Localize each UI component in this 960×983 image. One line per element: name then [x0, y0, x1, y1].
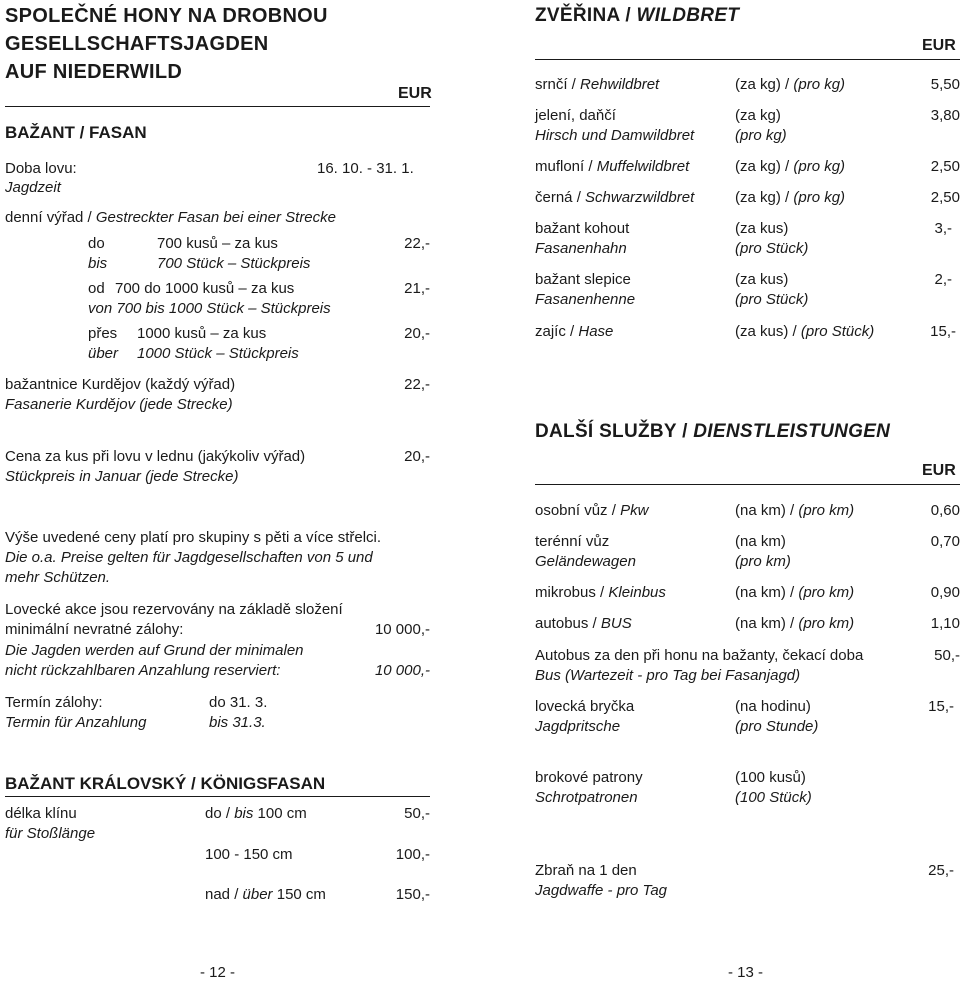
item-unit-de: (pro Stück)	[735, 240, 809, 257]
tier-3-label: 1000 kusů – za kus	[137, 325, 267, 342]
item-price: 3,80	[930, 107, 960, 124]
tier-2-label: 700 do 1000 kusů – za kus	[115, 280, 295, 297]
deadline-date-de: bis 31.3.	[209, 714, 266, 731]
item-price: 5,50	[930, 76, 960, 93]
section-heading-fasan: BAŽANT / FASAN	[5, 123, 147, 142]
konigsfasan-row-1: do / bis 100 cm	[205, 805, 307, 822]
tier-1-price: 22,-	[404, 235, 430, 252]
deposit-amount: 10 000,-	[374, 621, 430, 638]
item-unit-de: (100 Stück)	[735, 789, 812, 806]
deposit-line-1-de: Die Jagden werden auf Grund der minimalen	[5, 642, 304, 659]
tier-1-prefix-de: bis	[88, 255, 108, 272]
konigsfasan-row-3-price: 150,-	[395, 886, 430, 903]
january-price: 20,-	[404, 448, 430, 465]
item-name: srnčí / Rehwildbret	[535, 76, 660, 93]
group-note-de-1: Die o.a. Preise gelten für Jagdgesellschaften von 5 und	[5, 549, 373, 566]
kurdejov-label-de: Fasanerie Kurdějov (jede Strecke)	[5, 396, 233, 413]
item-unit: (za kg) / (pro kg)	[735, 158, 846, 175]
deposit-line-2: minimální nevratné zálohy:	[5, 621, 184, 638]
item-price: 2,50	[930, 189, 960, 206]
weapon-label-de: Jagdwaffe - pro Tag	[535, 882, 668, 899]
season-label-de: Jagdzeit	[5, 179, 61, 196]
item-name: černá / Schwarzwildbret	[535, 189, 695, 206]
item-name: bažant kohout	[535, 220, 630, 237]
item-name: jelení, daňčí	[535, 107, 616, 124]
item-unit: (100 kusů)	[735, 769, 806, 786]
item-name-de: Jagdpritsche	[535, 718, 621, 735]
item-price: 15,-	[928, 698, 954, 715]
divider	[5, 796, 430, 797]
item-name-de: Hirsch und Damwildbret	[535, 127, 695, 144]
item-price: 0,70	[930, 533, 960, 550]
tail-length-label-de: für Stoßlänge	[5, 825, 96, 842]
item-name: osobní vůz / Pkw	[535, 502, 649, 519]
tier-2-label-de: von 700 bis 1000 Stück – Stückpreis	[88, 300, 331, 317]
item-unit: (na hodinu)	[735, 698, 811, 715]
tier-2-prefix: od	[88, 280, 105, 297]
bus-day-label-de: Bus (Wartezeit - pro Tag bei Fasanjagd)	[535, 667, 801, 684]
season-label: Doba lovu:	[5, 160, 77, 177]
bus-day-price: 50,-	[934, 647, 960, 664]
tier-2-price: 21,-	[404, 280, 430, 297]
item-unit-de: (pro Stück)	[735, 291, 809, 308]
item-name: autobus / BUS	[535, 615, 632, 632]
tier-3-prefix: přes	[88, 325, 118, 342]
konigsfasan-row-3: nad / über 150 cm	[205, 886, 326, 903]
item-name: bažant slepice	[535, 271, 631, 288]
deposit-amount-de: 10 000,-	[374, 662, 430, 679]
january-label-de: Stückpreis in Januar (jede Strecke)	[5, 468, 239, 485]
deposit-line-2-de: nicht rückzahlbaren Anzahlung reserviert:	[5, 662, 281, 679]
deadline-label-de: Termin für Anzahlung	[5, 714, 147, 731]
item-name-de: Fasanenhahn	[535, 240, 627, 257]
konigsfasan-row-1-price: 50,-	[404, 805, 430, 822]
konigsfasan-row-2-price: 100,-	[395, 846, 430, 863]
item-unit: (na km)	[735, 533, 786, 550]
item-name: mikrobus / Kleinbus	[535, 584, 666, 601]
item-unit-de: (pro kg)	[735, 127, 787, 144]
tail-length-label: délka klínu	[5, 805, 77, 822]
season-dates: 16. 10. - 31. 1.	[317, 160, 414, 177]
item-unit: (za kus)	[735, 220, 789, 237]
section-heading-services: DALŠÍ SLUŽBY / DIENSTLEISTUNGEN	[535, 421, 891, 442]
group-note: Výše uvedené ceny platí pro skupiny s pěti a více střelci.	[5, 529, 382, 546]
deadline-date: do 31. 3.	[209, 694, 268, 711]
item-price: 0,60	[930, 502, 960, 519]
item-price: 2,-	[934, 271, 952, 288]
item-unit: (za kg) / (pro kg)	[735, 189, 846, 206]
item-name-de: Geländewagen	[535, 553, 636, 570]
item-price: 0,90	[930, 584, 960, 601]
title-line-2: GESELLSCHAFTSJAGDEN	[5, 33, 269, 55]
item-unit: (za kg) / (pro kg)	[735, 76, 846, 93]
konigsfasan-row-2: 100 - 150 cm	[205, 846, 293, 863]
services-currency-label: EUR	[922, 462, 956, 479]
title-line-1: SPOLEČNÉ HONY NA DROBNOU	[5, 5, 328, 27]
item-name-de: Schrotpatronen	[535, 789, 638, 806]
section-heading-konigsfasan: BAŽANT KRÁLOVSKÝ / KÖNIGSFASAN	[5, 774, 326, 793]
item-price: 2,50	[930, 158, 960, 175]
item-name-de: Fasanenhenne	[535, 291, 636, 308]
currency-label: EUR	[922, 37, 956, 54]
item-unit: (na km) / (pro km)	[735, 584, 855, 601]
group-note-de-2: mehr Schützen.	[5, 569, 111, 586]
item-price: 3,-	[934, 220, 952, 237]
item-unit: (na km) / (pro km)	[735, 615, 855, 632]
title-line-3: AUF NIEDERWILD	[5, 61, 183, 83]
item-unit: (na km) / (pro km)	[735, 502, 855, 519]
item-name: brokové patrony	[535, 769, 643, 786]
item-unit-de: (pro Stunde)	[735, 718, 819, 735]
daily-bag-label: denní výřad / Gestreckter Fasan bei einer Strecke	[5, 209, 336, 226]
item-unit: (za kg)	[735, 107, 781, 124]
january-label: Cena za kus při lovu v lednu (jakýkoliv výřad)	[5, 448, 306, 465]
page-number-left: - 12 -	[200, 964, 236, 981]
tier-1-label-de: 700 Stück – Stückpreis	[157, 255, 311, 272]
item-price: 15,-	[930, 323, 956, 340]
deposit-line-1: Lovecké akce jsou rezervovány na základě složení	[5, 601, 343, 618]
kurdejov-label: bažantnice Kurdějov (každý výřad)	[5, 376, 236, 393]
tier-1-label: 700 kusů – za kus	[157, 235, 278, 252]
item-unit: (za kus) / (pro Stück)	[735, 323, 875, 340]
page-number-right: - 13 -	[728, 964, 764, 981]
weapon-label: Zbraň na 1 den	[535, 862, 637, 879]
item-name: mufloní / Muffelwildbret	[535, 158, 690, 175]
tier-3-prefix-de: über	[88, 345, 119, 362]
item-name: terénní vůz	[535, 533, 610, 550]
divider	[5, 106, 430, 107]
item-name: lovecká bryčka	[535, 698, 635, 715]
section-heading-wildbret: ZVĚŘINA / WILDBRET	[535, 5, 740, 26]
deadline-label: Termín zálohy:	[5, 694, 103, 711]
currency-label: EUR	[398, 85, 432, 102]
item-price: 1,10	[930, 615, 960, 632]
divider	[535, 484, 960, 485]
item-unit-de: (pro km)	[735, 553, 791, 570]
tier-3-label-de: 1000 Stück – Stückpreis	[137, 345, 299, 362]
kurdejov-price: 22,-	[404, 376, 430, 393]
divider	[535, 59, 960, 60]
item-unit: (za kus)	[735, 271, 789, 288]
item-name: zajíc / Hase	[535, 323, 614, 340]
tier-1-prefix: do	[88, 235, 105, 252]
bus-day-label: Autobus za den při honu na bažanty, čekací doba	[535, 647, 864, 664]
tier-3-price: 20,-	[404, 325, 430, 342]
weapon-price: 25,-	[928, 862, 954, 879]
